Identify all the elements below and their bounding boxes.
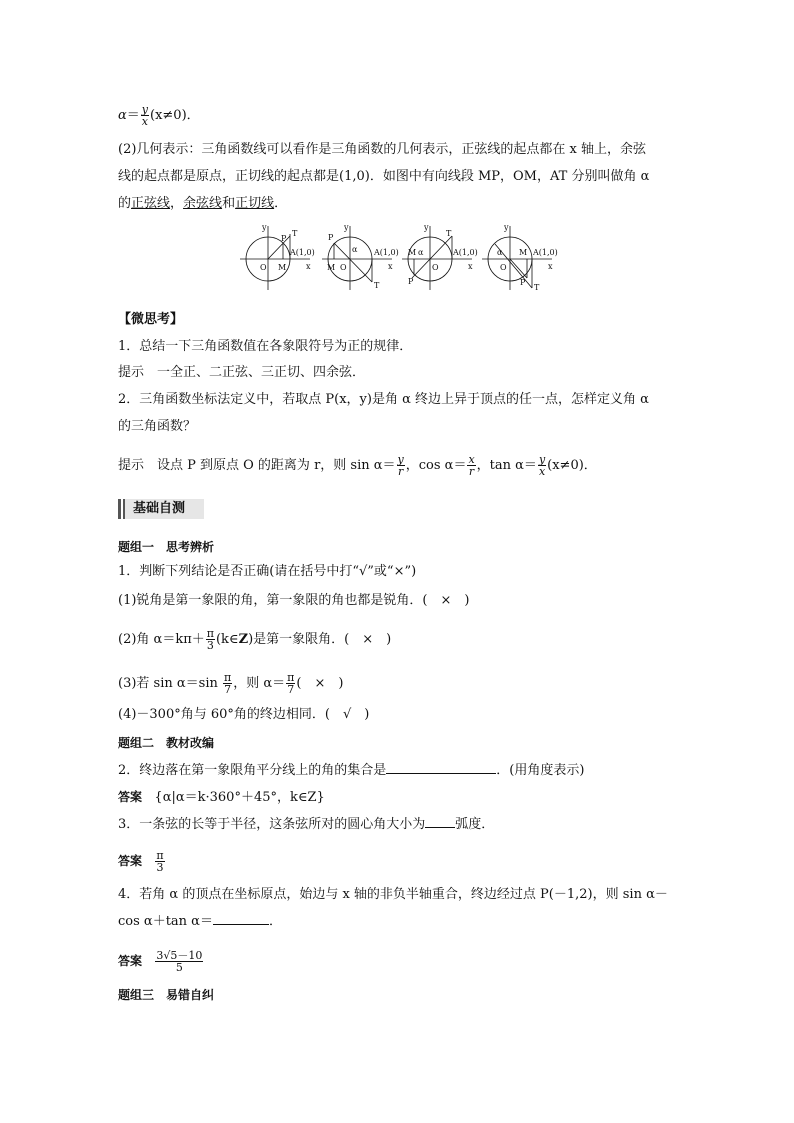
svg-text:y: y (262, 223, 267, 232)
svg-text:O: O (260, 263, 267, 272)
svg-text:y: y (344, 223, 349, 232)
svg-text:P: P (328, 233, 334, 242)
question-4-a: 4．若角 α 的顶点在坐标原点，始边与 x 轴的非负半轴重合，终边经过点 P(－1,2)，则 sin α－ (118, 887, 668, 902)
think-title: 【微思考】 (118, 312, 184, 327)
question-2: 2．终边落在第一象限角平分线上的角的集合是 ．(用角度表示) (118, 763, 585, 778)
question-3: 3．一条弦的长等于半径，这条弦所对的圆心角大小为 弧度． (118, 817, 495, 832)
question-1-3: (3)若 sin α＝sin $\frac{\pi}{7}$ ，则 α＝ $\frac{\pi}{7}$ ( × ) (118, 671, 344, 696)
svg-text:P: P (408, 277, 414, 286)
answer-3: 答案 $\frac{\pi}{3}$ (118, 849, 164, 874)
svg-text:T: T (374, 281, 380, 290)
question-4-b: cos α＋tan α＝ ． (118, 914, 282, 929)
think-a2: 提示 设点 P 到原点 O 的距离为 r，则 sin α＝ $\frac{y}{r}$ ，cos α＝ $\frac{x}{r}$ ，tan α＝ $\frac{y}{x}$ (x≠0)． (118, 453, 597, 478)
svg-text:M: M (327, 263, 336, 272)
formula-tan: α＝ $\frac{y}{x}$ (x≠0)． (118, 103, 200, 128)
svg-text:P: P (520, 278, 526, 287)
svg-text:y: y (424, 223, 429, 232)
svg-text:A(1,0): A(1,0) (533, 248, 558, 257)
svg-text:α: α (418, 248, 424, 257)
svg-text:O: O (500, 263, 507, 272)
svg-text:T: T (534, 283, 540, 292)
question-1-2: (2)角 α＝kπ＋ $\frac{\pi}{3}$ (k∈Z)是第一象限角．( × ) (118, 627, 392, 652)
svg-text:O: O (432, 263, 439, 272)
svg-text:x: x (388, 262, 393, 271)
svg-text:x: x (306, 262, 311, 271)
svg-text:y: y (504, 223, 509, 232)
group-1-title: 题组一 思考辨析 (118, 540, 215, 554)
answer-2: 答案 {α|α＝k·360°＋45°，k∈Z} (118, 790, 325, 805)
para-geometric-2: 线的起点都是原点，正切线的起点都是(1,0)．如图中有向线段 MP，OM，AT 分别叫做角 α (118, 169, 650, 184)
para-geometric-3: 的正弦线，余弦线和正切线． (118, 196, 288, 211)
think-q1: 1．总结一下三角函数值在各象限符号为正的规律． (118, 339, 413, 354)
group-2-title: 题组二 教材改编 (118, 736, 215, 750)
question-1: 1．判断下列结论是否正确(请在括号中打“√”或“×”) (118, 564, 417, 579)
svg-text:O: O (340, 263, 347, 272)
svg-text:α: α (497, 248, 503, 257)
group-3-title: 题组三 易错自纠 (118, 988, 215, 1002)
para-geometric-1: (2)几何表示：三角函数线可以看作是三角函数的几何表示，正弦线的起点都在 x 轴上，余弦 (118, 142, 647, 157)
svg-text:M: M (278, 263, 287, 272)
svg-text:x: x (468, 262, 473, 271)
svg-text:P: P (281, 234, 287, 243)
think-q2-b: 的三角函数？ (118, 419, 197, 434)
svg-text:α: α (352, 245, 358, 254)
section-header: 基础自测 (118, 499, 204, 519)
svg-text:x: x (548, 262, 553, 271)
think-q2-a: 2．三角函数坐标法定义中，若取点 P(x，y)是角 α 终边上异于顶点的任一点，怎样定义角 α (118, 392, 649, 407)
think-a1: 提示 一全正、二正弦、三正切、四余弦． (118, 365, 366, 380)
svg-text:A(1,0): A(1,0) (453, 248, 478, 257)
trig-line-figures (240, 222, 560, 298)
question-1-1: (1)锐角是第一象限的角，第一象限的角也都是锐角．( × ) (118, 593, 470, 608)
answer-4: 答案 $\frac{3√5-10}{5}$ (118, 949, 203, 974)
question-1-4: (4)－300°角与 60°角的终边相同．( √ ) (118, 707, 370, 722)
svg-text:M: M (408, 248, 417, 257)
svg-text:A(1,0): A(1,0) (290, 248, 315, 257)
svg-text:M: M (519, 248, 528, 257)
svg-text:T: T (292, 229, 298, 238)
svg-text:A(1,0): A(1,0) (374, 248, 399, 257)
svg-text:T: T (446, 229, 452, 238)
